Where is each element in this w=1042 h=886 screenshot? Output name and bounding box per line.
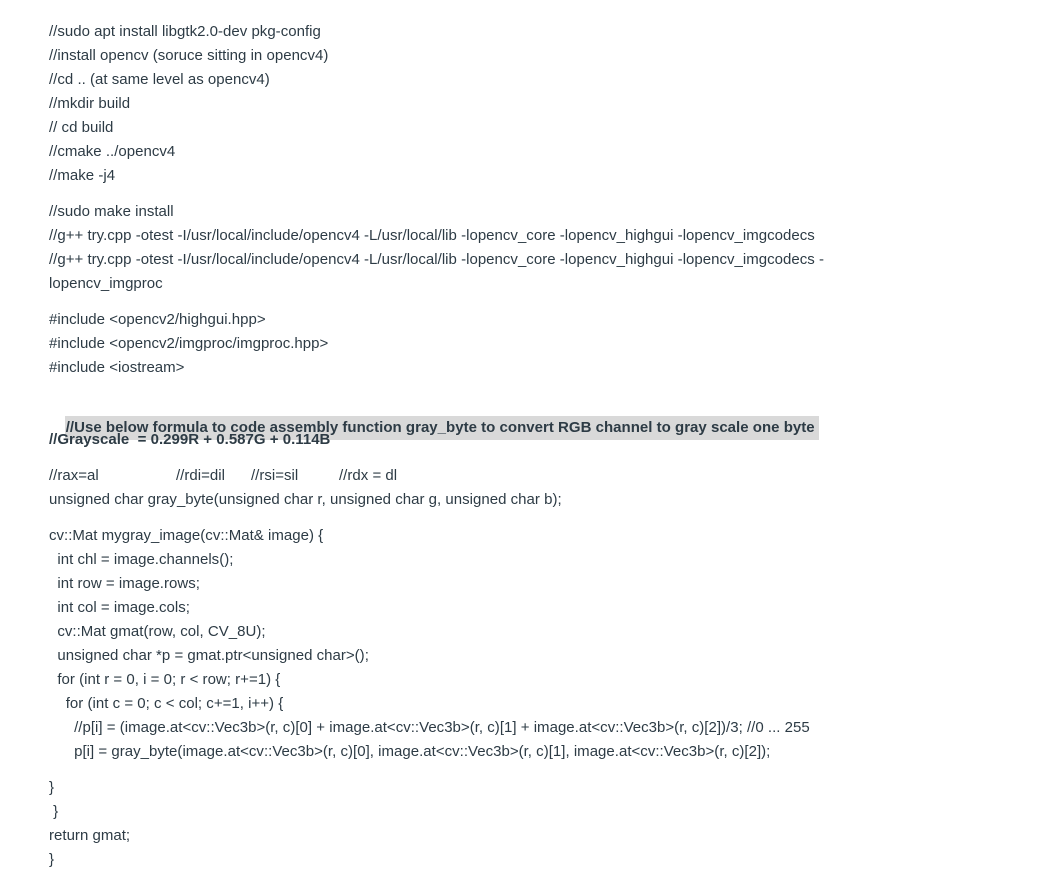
- code-line: }: [49, 803, 59, 820]
- text-line: //cd .. (at same level as opencv4): [49, 71, 270, 88]
- code-line: }: [49, 779, 55, 796]
- document-body: [49, 20, 1009, 872]
- text-line: #include <opencv2/imgproc/imgproc.hpp>: [49, 335, 329, 352]
- text-line: #include <opencv2/highgui.hpp>: [49, 311, 266, 328]
- register-rsi: //rsi=sil: [251, 467, 299, 484]
- function-prototype: unsigned char gray_byte(unsigned char r, unsigned char g, unsigned char b);: [49, 491, 562, 508]
- text-line: #include <iostream>: [49, 359, 185, 376]
- code-line: cv::Mat mygray_image(cv::Mat& image) {: [49, 527, 324, 544]
- register-rdi: //rdi=dil: [176, 467, 225, 484]
- register-rax: //rax=al: [49, 467, 99, 484]
- code-line: cv::Mat gmat(row, col, CV_8U);: [49, 623, 266, 640]
- text-line: //sudo apt install libgtk2.0-dev pkg-config: [49, 23, 321, 40]
- code-line: p[i] = gray_byte(image.at<cv::Vec3b>(r, c)[0], image.at<cv::Vec3b>(r, c)[1], image.at<cv::Vec3b>(r, c)[2]);: [49, 743, 771, 760]
- text-line: //install opencv (soruce sitting in opencv4): [49, 47, 329, 64]
- instruction-line: [49, 392, 1009, 436]
- code-line: int row = image.rows;: [49, 575, 200, 592]
- function-body: [49, 524, 1009, 764]
- code-line: return gmat;: [49, 827, 131, 844]
- register-rdx: //rdx = dl: [339, 467, 398, 484]
- code-line: for (int c = 0; c < col; c+=1, i++) {: [49, 695, 284, 712]
- text-line: //sudo make install: [49, 203, 174, 220]
- register-mapping: [49, 464, 1009, 488]
- text-line: //make -j4: [49, 167, 116, 184]
- include-directives: [49, 308, 1009, 380]
- text-line: // cd build: [49, 119, 114, 136]
- code-line: int chl = image.channels();: [49, 551, 234, 568]
- compile-commands: [49, 200, 1009, 296]
- code-line: int col = image.cols;: [49, 599, 190, 616]
- code-line: for (int r = 0, i = 0; r < row; r+=1) {: [49, 671, 281, 688]
- code-line: //p[i] = (image.at<cv::Vec3b>(r, c)[0] + image.at<cv::Vec3b>(r, c)[1] + image.at<cv::Vec3b>(r, c)[2])/3; //0 ... 255: [49, 719, 810, 736]
- function-closing: [49, 776, 1009, 872]
- code-line: }: [49, 851, 55, 868]
- grayscale-formula: //Grayscale = 0.299R + 0.587G + 0.114B: [49, 431, 331, 448]
- highlighted-instruction: //Use below formula to code assembly function gray_byte to convert RGB channel to gray scale one byte: [65, 416, 819, 440]
- text-line: //g++ try.cpp -otest -I/usr/local/include/opencv4 -L/usr/local/lib -lopencv_core -lopencv_highgui -lopencv_imgcodecs -: [49, 251, 824, 268]
- build-instructions: [49, 20, 1009, 188]
- code-line: unsigned char *p = gmat.ptr<unsigned char>();: [49, 647, 369, 664]
- text-line: //cmake ../opencv4: [49, 143, 176, 160]
- text-line: //g++ try.cpp -otest -I/usr/local/include/opencv4 -L/usr/local/lib -lopencv_core -lopencv_highgui -lopencv_imgcodecs: [49, 227, 815, 244]
- text-line: //mkdir build: [49, 95, 131, 112]
- text-line: lopencv_imgproc: [49, 275, 163, 292]
